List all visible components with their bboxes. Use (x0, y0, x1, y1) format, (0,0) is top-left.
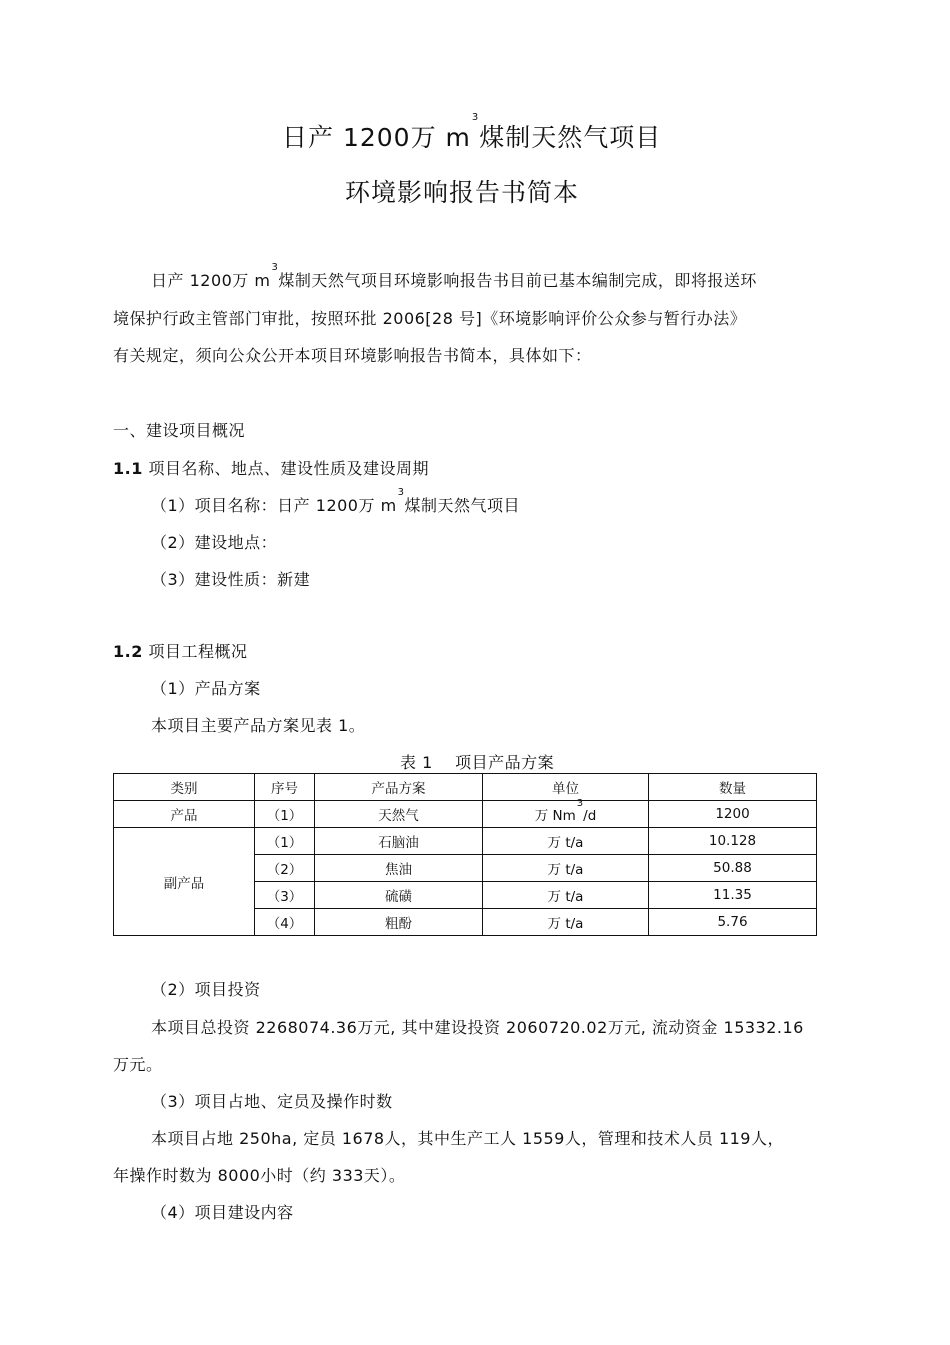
intro-line-2: 境保护行政主管部门审批，按照环批 2006[28 号]《环境影响评价公众参与暂行办法》 (113, 309, 747, 328)
investment-line-2: 万元。 (113, 1055, 163, 1074)
land-staff-item: （3）项目占地、定员及操作时数 (151, 1092, 393, 1111)
unit-superscript: 3 (576, 798, 584, 809)
intro-text-rest: 煤制天然气项目环境影响报告书目前已基本编制完成，即将报送环 (278, 271, 757, 290)
nature-item: （3）建设性质：新建 (151, 570, 311, 589)
table-row (114, 828, 817, 855)
title-superscript: 3 (471, 112, 480, 123)
unit-text-rest: /d (583, 808, 597, 824)
product-cell: 天然气 (315, 801, 483, 828)
product-plan-table (113, 773, 817, 936)
product-plan-item: （1）产品方案 (151, 679, 261, 698)
quantity-cell: 50.88 (649, 855, 817, 882)
intro-line-1 (151, 262, 757, 291)
project-name-text: （1）项目名称：日产 1200万 m (151, 496, 397, 515)
subsection-heading-1-2 (113, 639, 247, 662)
number-cell: （1） (255, 828, 315, 855)
category-cell: 产品 (114, 801, 255, 828)
subsection-heading-1-1 (113, 456, 429, 479)
location-item: （2）建设地点： (151, 533, 278, 552)
document-title-line1 (282, 112, 662, 154)
project-name-superscript: 3 (397, 487, 405, 498)
title-text-rest: 煤制天然气项目 (479, 123, 662, 152)
product-cell: 粗酚 (315, 909, 483, 936)
unit-cell: 万 t/a (483, 828, 649, 855)
header-cell: 单位 (483, 774, 649, 801)
number-cell: （3） (255, 882, 315, 909)
subsection-number: 1.1 (113, 459, 143, 478)
title-text: 日产 1200万 m (282, 123, 471, 152)
land-staff-line-2: 年操作时数为 8000小时（约 333天）。 (113, 1166, 406, 1185)
construction-content-item: （4）项目建设内容 (151, 1203, 294, 1222)
unit-cell: 万 t/a (483, 855, 649, 882)
land-staff-line-1: 本项目占地 250ha, 定员 1678人，其中生产工人 1559人，管理和技术人员 119人， (151, 1129, 784, 1148)
subsection-number: 1.2 (113, 642, 143, 661)
header-cell: 产品方案 (315, 774, 483, 801)
quantity-cell: 5.76 (649, 909, 817, 936)
unit-cell: 万 t/a (483, 882, 649, 909)
table-header-row (114, 774, 817, 801)
project-name-rest: 煤制天然气项目 (404, 496, 521, 515)
product-cell: 硫磺 (315, 882, 483, 909)
header-cell: 序号 (255, 774, 315, 801)
unit-cell (483, 798, 649, 828)
intro-line-3: 有关规定，须向公众公开本项目环境影响报告书简本，具体如下： (113, 346, 592, 365)
quantity-cell: 10.128 (649, 828, 817, 855)
header-cell: 类别 (114, 774, 255, 801)
number-cell: （1） (255, 801, 315, 828)
product-cell: 石脑油 (315, 828, 483, 855)
document-title-line2: 环境影响报告书简本 (345, 178, 580, 207)
category-cell: 副产品 (114, 828, 255, 936)
section-heading-1: 一、建设项目概况 (113, 421, 246, 440)
investment-item: （2）项目投资 (151, 980, 261, 999)
subsection-title: 项目名称、地点、建设性质及建设周期 (148, 459, 429, 478)
header-cell: 数量 (649, 774, 817, 801)
table-row (114, 801, 817, 828)
subsection-title: 项目工程概况 (148, 642, 248, 661)
number-cell: （4） (255, 909, 315, 936)
intro-text: 日产 1200万 m (151, 271, 271, 290)
number-cell: （2） (255, 855, 315, 882)
product-plan-text: 本项目主要产品方案见表 1。 (151, 716, 366, 735)
table-caption: 表 1 项目产品方案 (400, 753, 555, 772)
product-cell: 焦油 (315, 855, 483, 882)
quantity-cell: 11.35 (649, 882, 817, 909)
quantity-cell: 1200 (649, 801, 817, 828)
unit-cell: 万 t/a (483, 909, 649, 936)
intro-superscript: 3 (271, 262, 279, 273)
project-name-item (151, 487, 521, 516)
unit-text: 万 Nm (534, 808, 576, 824)
investment-line-1: 本项目总投资 2268074.36万元, 其中建设投资 2060720.02万元, 流动资金 15332.16 (151, 1018, 804, 1037)
